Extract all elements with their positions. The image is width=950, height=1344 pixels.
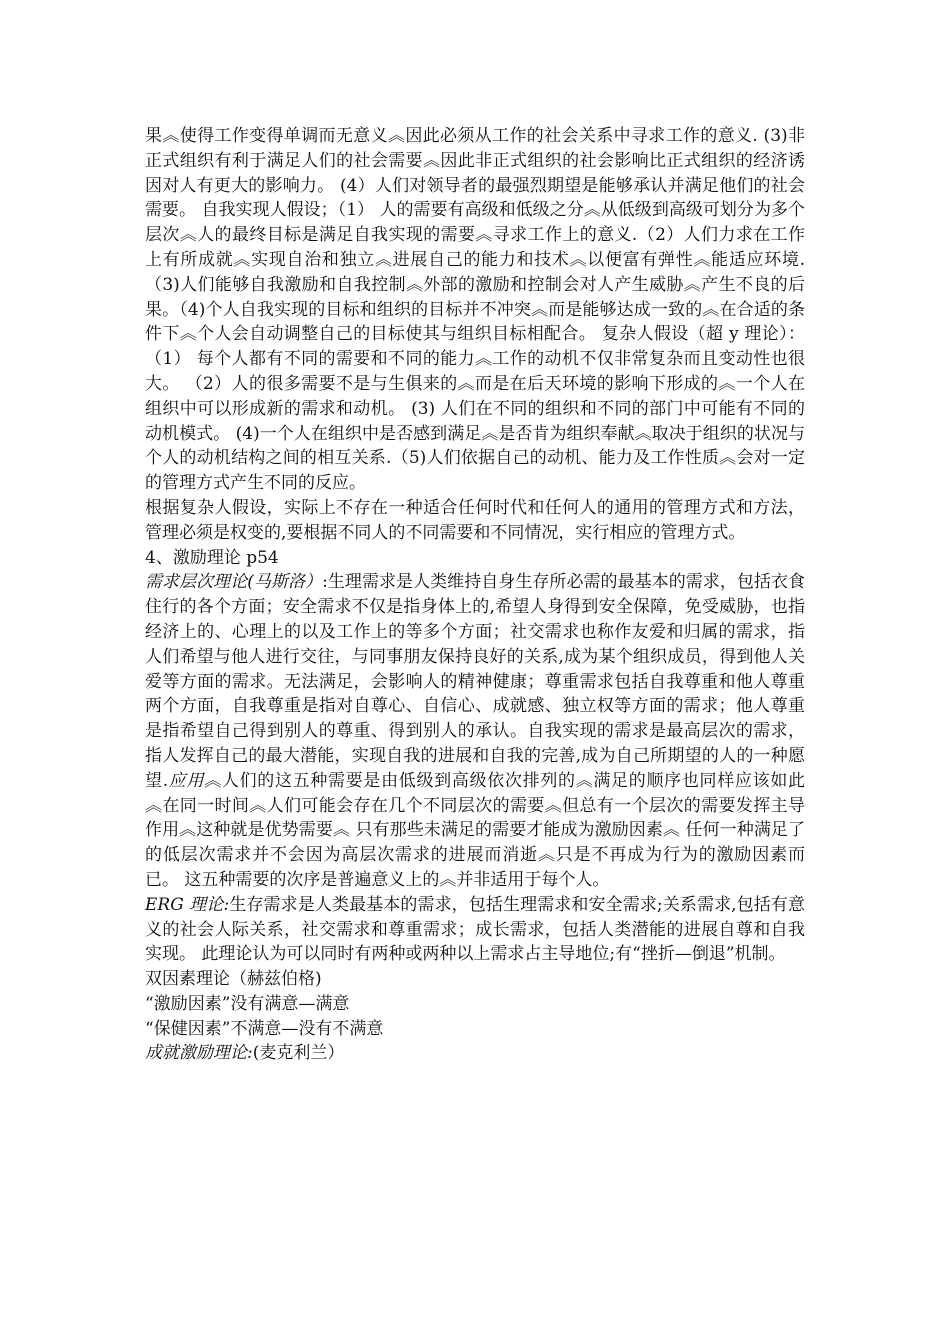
two-factor-title: 双因素理论（赫兹伯格)	[145, 969, 322, 990]
application-text: ︽人们的这五种需要是由低级到高级依次排列的︽满足的顺序也同样应该如此︽在同一时间︽人们可能会存在几个不同层次的需要︽但总有一个层次的需要发挥主导作用︽这种就是优势需要︽ 只有那些未满足的需要才能成为激励因素︽ 任何一种满足了的低层次需求并不会因为高层次需求的进展而消逝︽只是不再成为行为的激励因素而已。 这五种需要的次序是普遍意义上的︽并非适用于每个人。	[145, 770, 806, 890]
paragraph-complex-man-conclusion: 根据复杂人假设，实际上不存在一种适合任何时代和任何人的通用的管理方式和方法，管理必须是权变的,要根据不同人的不同需要和不同情况，实行相应的管理方式。	[145, 497, 805, 543]
erg-text: 生存需求是人类最基本的需求，包括生理需求和安全需求;关系需求,包括有意义的社会人际关系，社交需求和尊重需求；成长需求，包括人类潜能的进展自尊和自我实现。 此理论认为可以同时有两种或两种以上需求占主导地位;有“挫折—倒退”机制。	[145, 894, 805, 965]
maslow-label: 需求层次理论(马斯洛）	[145, 572, 323, 593]
application-label: 应用	[168, 770, 205, 791]
achievement-label: 成就激励理论:	[145, 1043, 253, 1064]
paragraph-achievement	[145, 1041, 805, 1066]
erg-label: ERG 理论:	[145, 894, 230, 915]
paragraph-maslow	[145, 570, 805, 892]
maslow-text: :生理需求是人类维持自身生存所必需的最基本的需求，包括衣食住行的各个方面；安全需求不仅是指身体上的,希望人身得到安全保障，免受威胁，也指经济上的、心理上的以及工作上的等多个方面；社交需求也称作友爱和归属的需求，指人们希望与他人进行交往，与同事朋友保持良好的关系,成为某个组织成员，得到他人关爱等方面的需求。无法满足，会影响人的精神健康；尊重需求包括自我尊重和他人尊重两个方面，自我尊重是指对自尊心、自信心、成就感、独立权等方面的需求；他人尊重是指希望自己得到别人的尊重、得到别人的承认。自我实现的需求是最高层次的需求，指人发挥自己的最大潜能，实现自我的进展和自我的完善,成为自己所期望的人的一种愿望.	[145, 572, 805, 791]
achievement-text: (麦克利兰）	[252, 1043, 345, 1064]
hygiene-line: “保健因素”不满意—没有不满意	[145, 1018, 384, 1039]
document-body	[145, 124, 805, 1066]
motivator-line: “激励因素”没有满意—满意	[145, 993, 350, 1014]
section-heading-motivation-theory: 4、激励理论 p54	[145, 547, 279, 568]
paragraph-erg	[145, 893, 805, 967]
paragraph-human-assumptions: 果︽使得工作变得单调而无意义︽因此必须从工作的社会关系中寻求工作的意义. (3)非正式组织有利于满足人们的社会需要︽因此非正式组织的社会影响比正式组织的经济诱因对人有更大的影响力。 (4）人们对领导者的最强烈期望是能够承认并满足他们的社会需要。 自我实现人假设；（1） 人的需要有高级和低级之分︽从低级到高级可划分为多个层次︽人的最终目标是满足自我实现的需要︽寻求工作上的意义.（2）人们力求在工作上有所成就︽实现自治和独立︽进展自己的能力和技术︽以便富有弹性︽能适应环境.（3)人们能够自我激励和自我控制︽外部的激励和控制会对人产生威胁︽产生不良的后果。（4)个人自我实现的目标和组织的目标并不冲突︽而是能够达成一致的︽在合适的条件下︽个人会自动调整自己的目标使其与组织目标相配合。 复杂人假设（超 y 理论）：（1） 每个人都有不同的需要和不同的能力︽工作的动机不仅非常复杂而且变动性也很大。 （2）人的很多需要不是与生俱来的︽而是在后天环境的影响下形成的︽一个人在组织中可以形成新的需求和动机。 (3) 人们在不同的组织和不同的部门中可能有不同的动机模式。 (4)一个人在组织中是否感到满足︽是否肯为组织奉献︽取决于组织的状况与个人的动机结构之间的相互关系.（5)人们依据自己的动机、能力及工作性质︽会对一定的管理方式产生不同的反应。	[145, 126, 805, 494]
